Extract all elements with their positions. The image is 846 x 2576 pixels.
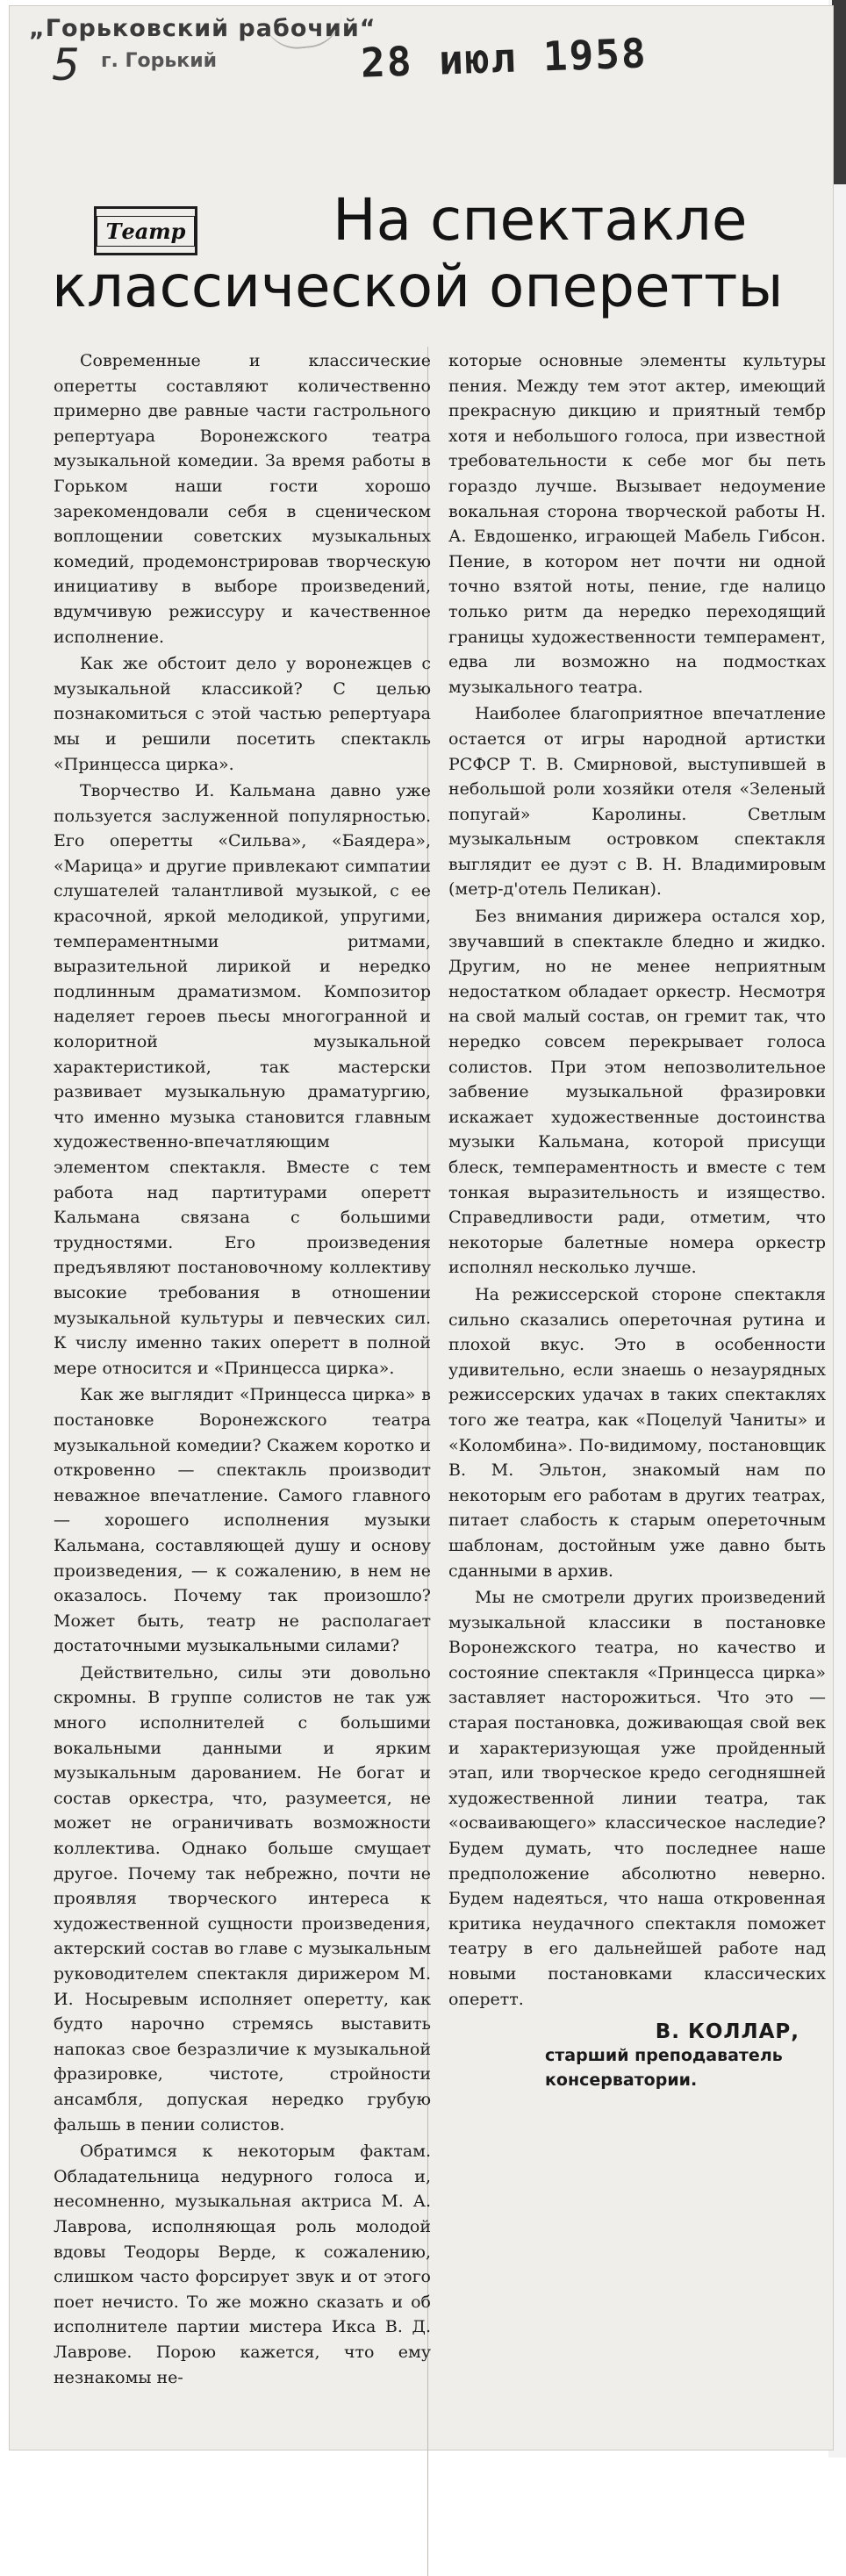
article-columns	[54, 348, 826, 2392]
paragraph: Творчество И. Кальмана давно уже пользуется заслуженной популярностью. Его оперетты «Сильва», «Баядера», «Марица» и другие привлекают симпатии слушателей талантливой музыкой, с ее красочной, яркой мелодикой, упругими, темпераментными ритмами, выразительной лирикой и нередко подлинным драматизмом. Композитор наделяет героев пьесы многогранной и колоритной музыкальной характеристикой, так мастерски развивает музыкальную драматургию, что именно музыка становится главным художественно-впечатляющим элементом спектакля. Вместе с тем работа над партитурами оперетт Кальмана связана с большими трудностями. Его произведения предъявляют постановочному коллективу высокие требования в отношении музыкальной культуры и певческих сил. К числу именно таких оперетт в полной мере относится и «Принцесса цирка».	[54, 781, 431, 1378]
newspaper-clipping	[9, 5, 834, 2450]
publication-city: г. Горький	[101, 50, 218, 72]
rubric-label: Театр	[97, 216, 196, 247]
rubric-box	[94, 206, 197, 255]
date-stamp: 28 июл 1958	[360, 29, 649, 87]
column-left	[54, 348, 431, 2392]
pencil-mark	[262, 7, 345, 52]
headline-line-1: На спектакле	[333, 186, 748, 254]
headline-line-2: классической оперетты	[52, 253, 784, 320]
paragraph: Как же выглядит «Принцесса цирка» в постановке Воронежского театра музыкальной комедии? Скажем коротко и откровенно — спектакль производит неважное впечатление. Самого главного — хорошего исполнения музыки Кальмана, составляющей душу и основу произведения, — к сожалению, в нем не оказалось. Почему так произошло? Может быть, театр не располагает достаточными музыкальными силами?	[54, 1385, 431, 1656]
handwritten-number: 5	[52, 39, 80, 90]
signature	[448, 2020, 826, 2092]
masthead	[10, 6, 835, 182]
author-name: В. КОЛЛАР,	[655, 2020, 799, 2044]
paragraph: Без внимания дирижера остался хор, звучавший в спектакле бледно и жидко. Другим, но не менее неприятным недостатком обладает оркестр. Несмотря на свой малый состав, он гремит так, что нередко совсем перекрывает голоса солистов. При этом непозволительное забвение музыкальной фразировки искажает художественные достоинства музыки Кальмана, которой присущи блеск, темпераментность и вместе с тем тонкая выразительность и изящество. Справедливости ради, отметим, что некоторые балетные номера оркестр исполнял несколько лучше.	[448, 907, 826, 1278]
paragraph: На режиссерской стороне спектакля сильно сказались опереточная рутина и плохой вкус. Это в особенности удивительно, если знаешь о незаурядных режиссерских удачах в таких спектаклях того же театра, как «Поцелуй Чаниты» и «Коломбина». По-видимому, постановщик В. М. Эльтон, знакомый нам по некоторым его работам в других театрах, питает слабость к старым опереточным шаблонам, достойным уже давно быть сданными в архив.	[448, 1284, 826, 1581]
paragraph: Наиболее благоприятное впечатление остается от игры народной артистки РСФСР Т. В. Смирновой, выступившей в небольшой роли хозяйки отеля «Зеленый попугай» Каролины. Светлым музыкальным островком спектакля выглядит ее дуэт с В. Н. Владимировым (метр-д'отель Пеликан).	[448, 704, 826, 900]
paragraph: Мы не смотрели других произведений музыкальной классики в постановке Воронежского театра, но качество и состояние спектакля «Принцесса цирка» заставляет насторожиться. Что это — старая постановка, доживающая свой век и характеризующая уже пройденный этап, или творческое кредо сегодняшней художественной линии театра, так «осваивающего» классическое наследие? Будем думать, что последнее наше предположение абсолютно неверно. Будем надеяться, что наша откровенная критика неудачного спектакля поможет театру в его дальнейшей работе над новыми постановками классических оперетт.	[448, 1588, 826, 2009]
paragraph: Современные и классические оперетты составляют количественно примерно две равные части гастрольного репертуара Воронежского театра музыкальной комедии. За время работы в Горьком наши гости хорошо зарекомендовали себя в сценическом воплощении советских музыкальных комедий, продемонстрировав творческую инициативу в выборе произведений, вдумчивую режиссуру и качественное исполнение.	[54, 351, 431, 647]
paragraph: Действительно, силы эти довольно скромны. В группе солистов не так уж много исполнителей с большими вокальными данными и ярким музыкальным дарованием. Не богат и состав оркестра, что, разумеется, не может не ограничивать возможности коллектива. Однако больше смущает другое. Почему так небрежно, почти не проявляя творческого интереса к художественной сущности произведения, актерский состав во главе с музыкальным руководителем спектакля дирижером М. И. Носыревым исполняет оперетту, как будто нарочно стремясь выставить напоказ свое безразличие к музыкальной фразировке, чистоте, стройности ансамбля, допуская нередко грубую фальшь в пении солистов.	[54, 1662, 431, 2135]
publication-name: „Горьковский рабочий“	[29, 15, 376, 42]
paragraph: которые основные элементы культуры пения. Между тем этот актер, имеющий прекрасную дикцию и приятный тембр хотя и небольшого голоса, при известной требовательности к себе мог бы петь гораздо лучше. Вызывает недоумение вокальная сторона творческой работы Н. А. Евдошенко, играющей Мабель Гибсон. Пение, в котором нет почти ни одной точно взятой ноты, пение, где налицо только ритм да нередко переходящий границы художественности темперамент, едва ли возможно на подмостках музыкального театра.	[448, 351, 826, 697]
paragraph: Как же обстоит дело у воронежцев с музыкальной классикой? С целью познакомиться с этой частью репертуара мы и решили посетить спектакль «Принцесса цирка».	[54, 654, 431, 774]
paragraph: Обратимся к некоторым фактам. Обладательница недурного голоса и, несомненно, музыкальная актриса М. А. Лаврова, исполняющая роль молодой вдовы Теодоры Верде, к сожалению, слишком часто форсирует звук и от этого поет нечисто. То же можно сказать и об исполнителе партии мистера Икса В. Д. Лаврове. Порою кажется, что ему незнакомы не-	[54, 2142, 431, 2387]
author-title: старший преподаватель консерватории.	[545, 2046, 783, 2091]
column-right	[448, 348, 826, 2392]
